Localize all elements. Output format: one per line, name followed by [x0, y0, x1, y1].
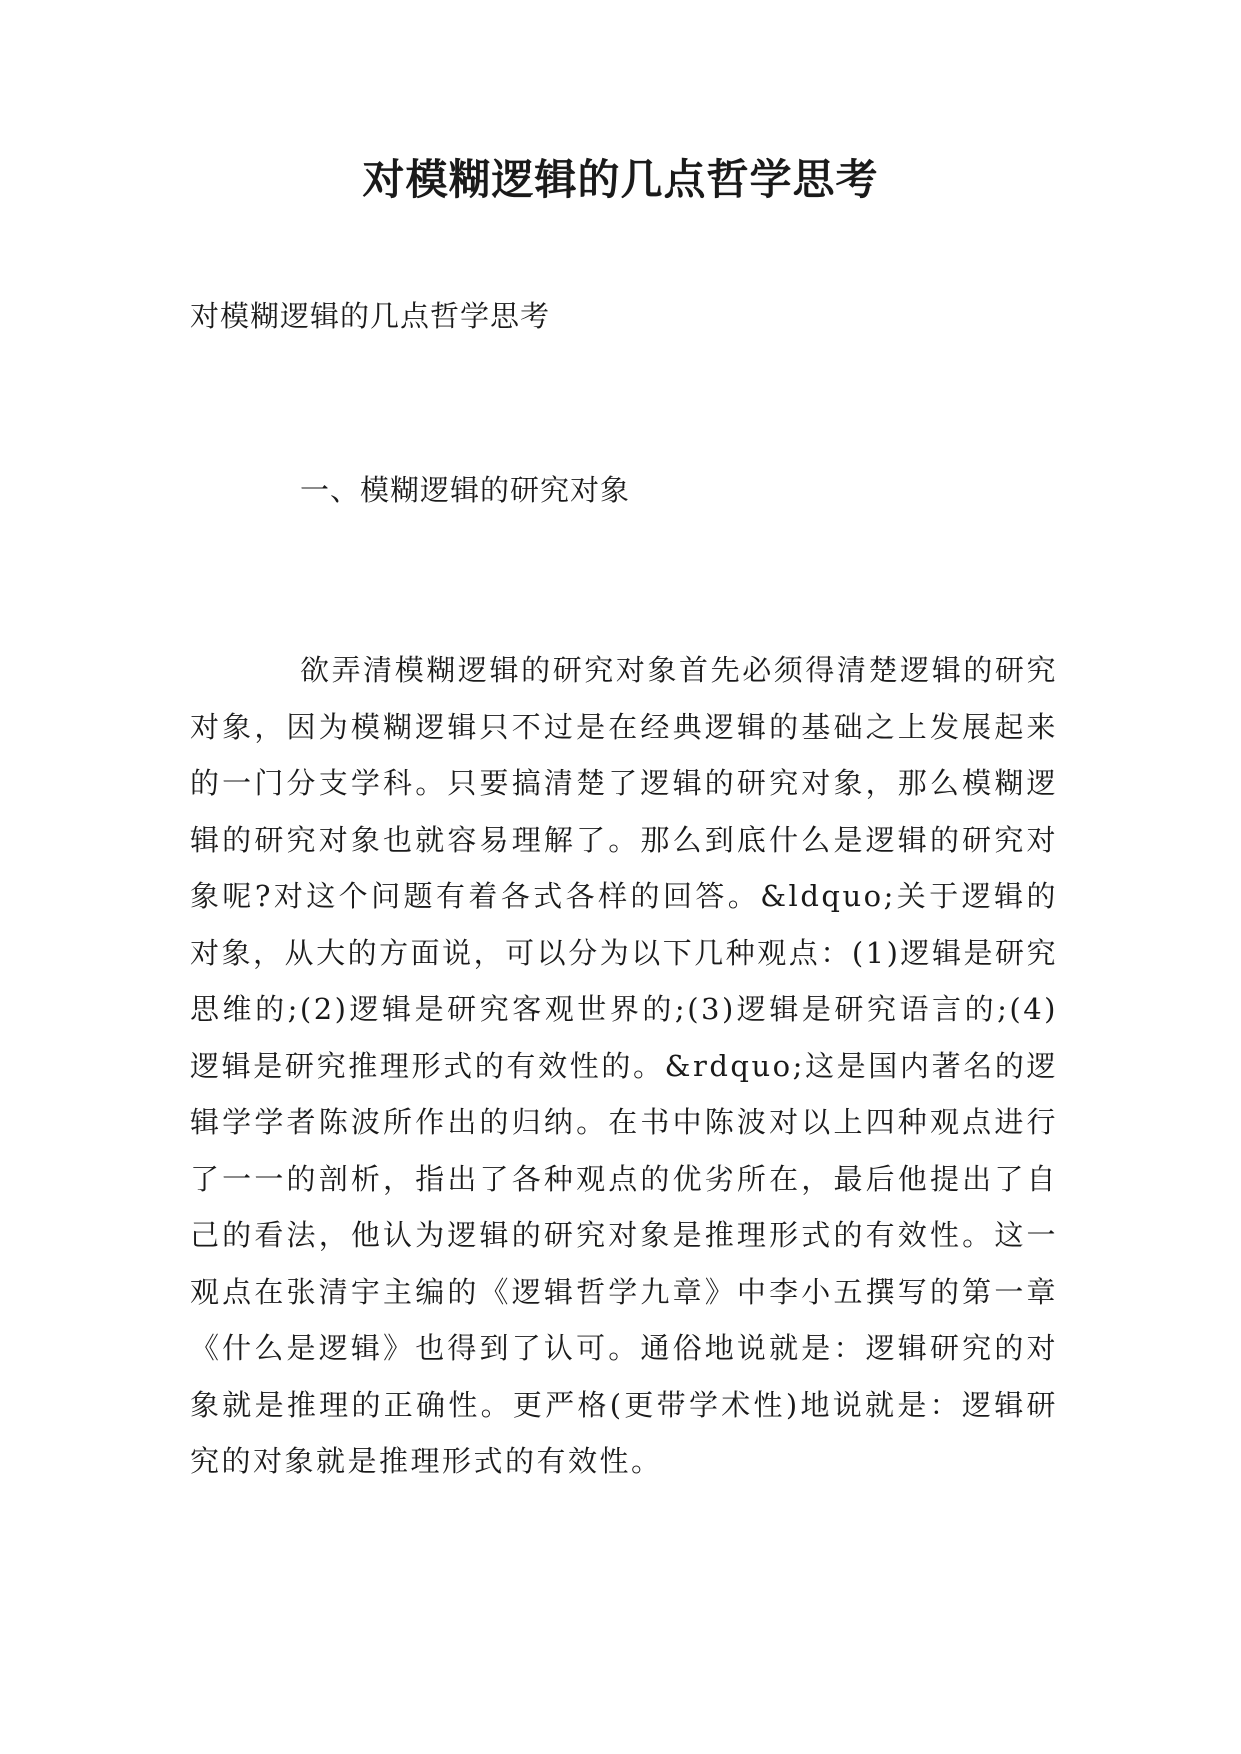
- document-subtitle: 对模糊逻辑的几点哲学思考: [190, 299, 551, 333]
- page-title: 对模糊逻辑的几点哲学思考: [362, 155, 879, 204]
- body-paragraph: 欲弄清模糊逻辑的研究对象首先必须得清楚逻辑的研究对象，因为模糊逻辑只不过是在经典逻辑的基础之上发展起来的一门分支学科。只要搞清楚了逻辑的研究对象，那么模糊逻辑的研究对象也就容易理解了。那么到底什么是逻辑的研究对象呢?对这个问题有着各式各样的回答。&ldquo;关于逻辑的对象，从大的方面说，可以分为以下几种观点：(1)逻辑是研究思维的;(2)逻辑是研究客观世界的;(3)逻辑是研究语言的;(4)逻辑是研究推理形式的有效性的。&rdquo;这是国内著名的逻辑学学者陈波所作出的归纳。在书中陈波对以上四种观点进行了一一的剖析，指出了各种观点的优劣所在，最后他提出了自己的看法，他认为逻辑的研究对象是推理形式的有效性。这一观点在张清宇主编的《逻辑哲学九章》中李小五撰写的第一章《什么是逻辑》也得到了认可。通俗地说就是：逻辑研究的对象就是推理的正确性。更严格(更带学术性)地说就是：逻辑研究的对象就是推理形式的有效性。: [190, 653, 1058, 1478]
- section-heading: 一、模糊逻辑的研究对象: [300, 473, 631, 507]
